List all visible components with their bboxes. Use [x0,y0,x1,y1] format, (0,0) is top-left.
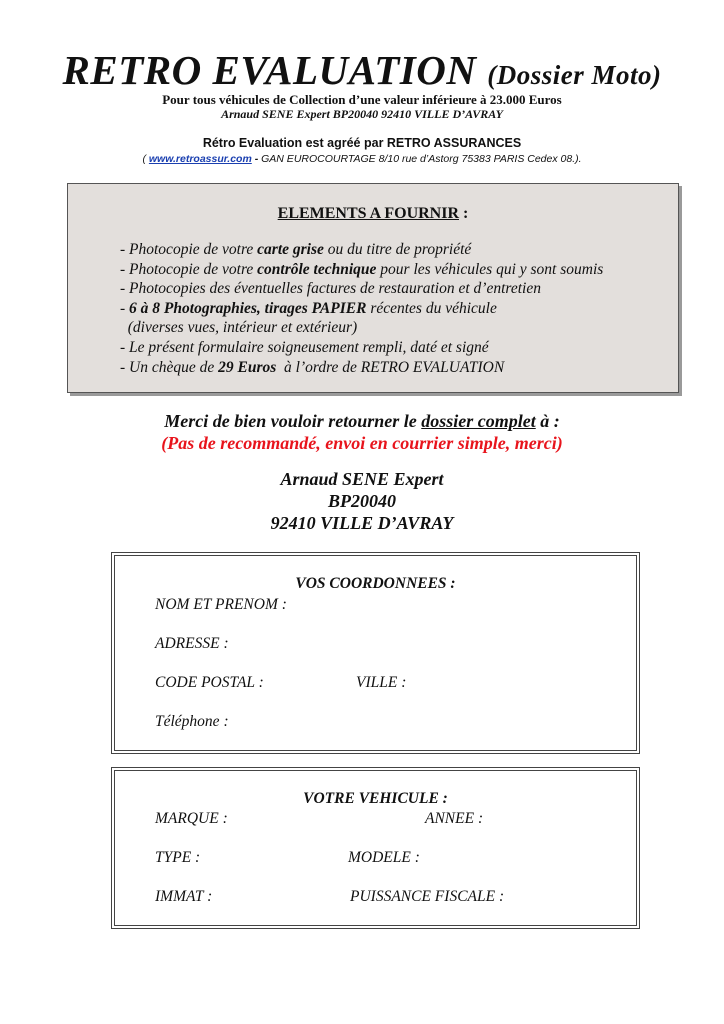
code-postal-field[interactable]: CODE POSTAL : [155,674,264,691]
title-subtitle: (Dossier Moto) [487,60,662,90]
no-registered-mail-note: (Pas de recommandé, envoi en courrier simple, merci) [161,433,563,453]
item-text: récentes du véhicule [366,299,497,317]
item-text: ou du titre de propriété [323,241,472,258]
list-item [120,358,603,378]
item-text: (diverses vues, intérieur et extérieur) [120,319,358,337]
list-item [120,338,603,358]
elements-heading-text: ELEMENTS A FOURNIR [277,205,460,222]
item-text: - Le présent formulaire soigneusement rempli, daté et signé [120,338,489,356]
list-item [120,318,603,338]
item-text: - Un chèque de [120,358,219,376]
elements-box [67,183,679,393]
return-instruction [0,411,724,432]
merci-text: Merci de bien vouloir retourner le [164,411,422,431]
website-link[interactable]: www.retroassur.com [148,153,252,165]
list-item [120,240,603,260]
elements-heading-colon: : [459,205,469,222]
list-item [120,260,603,280]
title-main: RETRO EVALUATION [62,47,477,93]
puissance-fiscale-field[interactable]: PUISSANCE FISCALE : [350,888,505,905]
nom-field[interactable]: NOM ET PRENOM : [155,596,287,613]
item-text: à l’ordre de RETRO EVALUATION [276,358,505,376]
return-address [0,468,724,534]
item-emphasis: 6 à 8 Photographies, tirages PAPIER [129,299,367,317]
elements-heading [68,205,678,223]
coordonnees-form [111,552,640,754]
separator-dash: - [251,153,262,165]
item-text: - Photocopies des éventuelles factures de restauration et d’entretien [120,280,541,298]
expert-address-line: Arnaud SENE Expert BP20040 92410 VILLE D’AVRAY [221,107,503,121]
address-name: Arnaud SENE Expert [280,469,444,489]
elements-list [120,240,603,377]
item-text: pour les véhicules qui y sont soumis [376,260,604,278]
item-emphasis: contrôle technique [257,260,377,278]
vehicule-heading: VOTRE VEHICULE : [303,790,448,807]
telephone-field[interactable]: Téléphone : [155,713,229,730]
vehicule-form [111,767,640,929]
item-emphasis: 29 Euros [218,358,277,376]
item-emphasis: carte grise [257,241,324,258]
address-city: 92410 VILLE D’AVRAY [270,513,454,533]
modele-field[interactable]: MODELE : [348,849,420,866]
coordonnees-heading: VOS COORDONNEES : [295,575,456,592]
item-text: - Photocopie de votre [120,260,258,278]
agreement-line: Rétro Evaluation est agréé par RETRO ASSURANCES [202,136,522,150]
address-bp: BP20040 [327,491,396,511]
marque-field[interactable]: MARQUE : [155,810,228,827]
paren-open: ( [142,153,149,165]
insurer-line [0,153,724,165]
value-limit-line: Pour tous véhicules de Collection d’une valeur inférieure à 23.000 Euros [162,92,562,107]
item-text: - [120,299,130,317]
dossier-complet: dossier complet [421,411,536,431]
insurer-address: GAN EUROCOURTAGE 8/10 rue d’Astorg 75383 PARIS Cedex 08.). [261,153,582,165]
adresse-field[interactable]: ADRESSE : [155,635,229,652]
list-item [120,279,603,299]
item-text: - Photocopie de votre [120,241,258,258]
ville-field[interactable]: VILLE : [356,674,407,691]
list-item [120,299,603,319]
type-field[interactable]: TYPE : [155,849,201,866]
annee-field[interactable]: ANNEE : [425,810,484,827]
immat-field[interactable]: IMMAT : [155,888,213,905]
merci-text-end: à : [535,411,560,431]
document-title [0,46,724,94]
